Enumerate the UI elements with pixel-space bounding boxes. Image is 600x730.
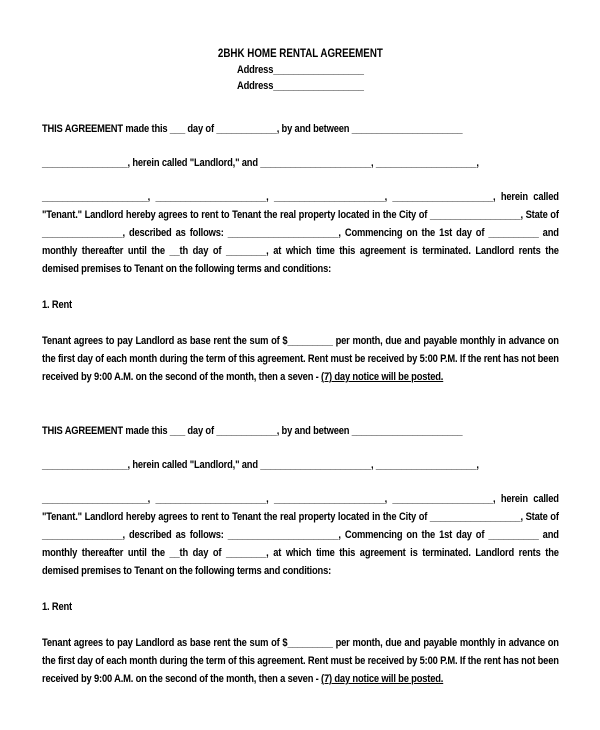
rent-paragraph: [42, 332, 559, 386]
rent-notice-underlined: (7) day notice will be posted.: [321, 371, 444, 383]
address-line-2: Address__________________: [237, 80, 364, 92]
agreement-intro-line: THIS AGREEMENT made this ___ day of ____________, by and between ______________________: [42, 425, 463, 437]
document-header: [42, 46, 559, 94]
landlord-name-line: _________________, herein called "Landlord," and ______________________, ____________________,: [42, 459, 479, 471]
rent-notice-underlined: (7) day notice will be posted.: [321, 673, 444, 685]
agreement-section-2: [42, 422, 559, 688]
agreement-body-paragraph: _____________________, ______________________, ______________________, ____________________, herein called "Tenant." Landlord hereby agrees to rent to Tenant the real property located in the City of __________________, State of ________________, described as follows: ______________________, Commencing on the 1st day of __________ and monthly thereafter until the __th day of ________, at which time this agreement is terminated. Landlord rents the demised premises to Tenant on the following terms and conditions:: [42, 191, 559, 275]
agreement-section-1: [42, 120, 559, 386]
agreement-intro-line: THIS AGREEMENT made this ___ day of ____________, by and between ______________________: [42, 123, 463, 135]
agreement-body-paragraph: _____________________, ______________________, ______________________, ____________________, herein called "Tenant." Landlord hereby agrees to rent to Tenant the real property located in the City of __________________, State of ________________, described as follows: ______________________, Commencing on the 1st day of __________ and monthly thereafter until the __th day of ________, at which time this agreement is terminated. Landlord rents the demised premises to Tenant on the following terms and conditions:: [42, 493, 559, 577]
address-line-1: Address__________________: [237, 64, 364, 76]
rent-paragraph-text: Tenant agrees to pay Landlord as base rent the sum of $_________ per month, due and payable monthly in advance on the first day of each month during the term of this agreement. Rent must be received by 5:00 P.M. If the rent has not been received by 9:00 A.M. on the second of the month, then a seven -: [42, 637, 559, 685]
landlord-name-line: _________________, herein called "Landlord," and ______________________, ____________________,: [42, 157, 479, 169]
document-body: [42, 46, 559, 688]
document-title: 2BHK HOME RENTAL AGREEMENT: [217, 48, 383, 60]
rent-paragraph: [42, 634, 559, 688]
rent-paragraph-text: Tenant agrees to pay Landlord as base rent the sum of $_________ per month, due and payable monthly in advance on the first day of each month during the term of this agreement. Rent must be received by 5:00 P.M. If the rent has not been received by 9:00 A.M. on the second of the month, then a seven -: [42, 335, 559, 383]
rent-section-heading: 1. Rent: [42, 299, 72, 311]
rent-section-heading: 1. Rent: [42, 601, 72, 613]
